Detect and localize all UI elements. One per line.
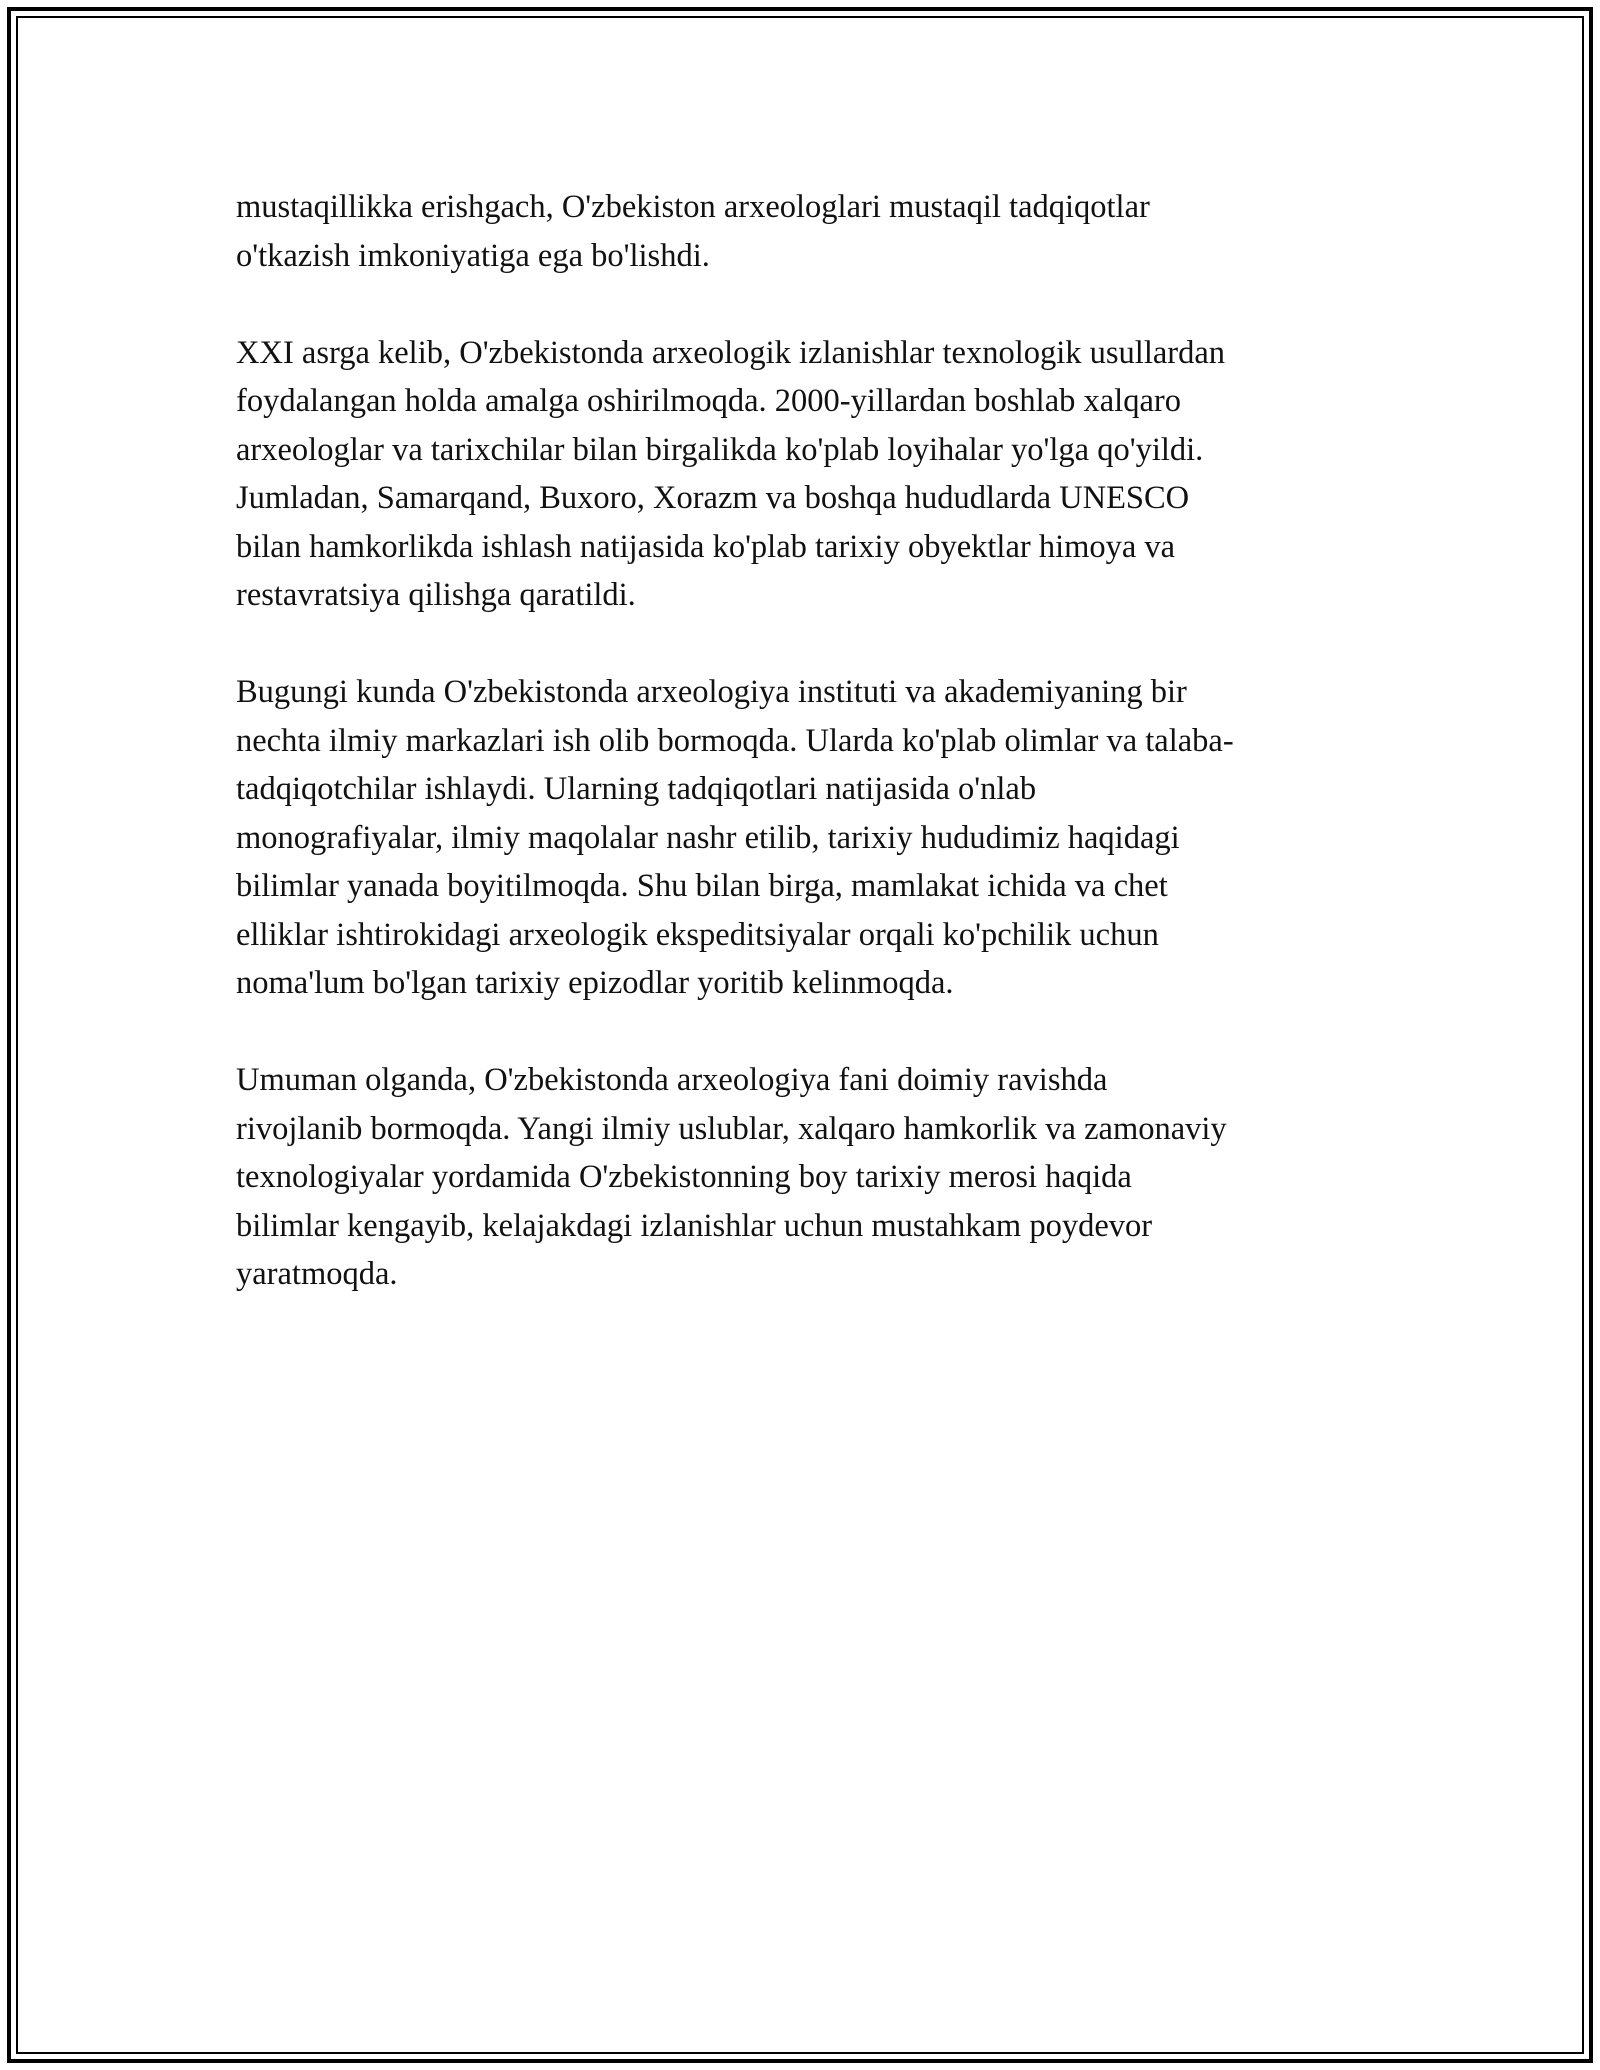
text-line: bilan hamkorlikda ishlash natijasida ko'plab tarixiy obyektlar himoya va — [236, 528, 1176, 565]
text-line: Umuman olganda, O'zbekistonda arxeologiya fani doimiy ravishda — [236, 1062, 1108, 1098]
text-line: bilimlar kengayib, kelajakdagi izlanishlar uchun mustahkam poydevor — [236, 1207, 1153, 1244]
text-line: XXI asrga kelib, O'zbekistonda arxeologik izlanishlar texnologik usullardan — [236, 334, 1226, 371]
text-line: arxeologlar va tarixchilar bilan birgalikda ko'plab loyihalar yo'lga qo'yildi. — [236, 431, 1204, 468]
text-line: bilimlar yanada boyitilmoqda. Shu bilan birga, mamlakat ichida va chet — [236, 868, 1168, 904]
text-line: texnologiyalar yordamida O'zbekistonning boy tarixiy merosi haqida — [236, 1159, 1132, 1195]
text-line: restavratsiya qilishga qaratildi. — [236, 577, 636, 613]
text-line: elliklar ishtirokidagi arxeologik ekspeditsiyalar orqali ko'pchilik uchun — [236, 916, 1159, 953]
text-line: yaratmoqda. — [236, 1256, 398, 1292]
page-body — [236, 183, 1366, 1347]
text-line: noma'lum bo'lgan tarixiy epizodlar yoritib kelinmoqda. — [236, 965, 954, 1001]
paragraph-1 — [236, 183, 1366, 280]
text-line: Jumladan, Samarqand, Buxoro, Xorazm va boshqa hududlarda UNESCO — [236, 480, 1190, 516]
paragraph-4 — [236, 1056, 1366, 1299]
text-line: monografiyalar, ilmiy maqolalar nashr etilib, tarixiy hududimiz haqidagi — [236, 819, 1180, 856]
text-line: o'tkazish imkoniyatiga ega bo'lishdi. — [236, 237, 710, 274]
text-line: Bugungi kunda O'zbekistonda arxeologiya instituti va akademiyaning bir — [236, 674, 1187, 710]
text-line: nechta ilmiy markazlari ish olib bormoqda. Ularda ko'plab olimlar va talaba- — [236, 722, 1234, 759]
text-line: foydalangan holda amalga oshirilmoqda. 2000-yillardan boshlab xalqaro — [236, 383, 1181, 419]
text-line: mustaqillikka erishgach, O'zbekiston arxeologlari mustaqil tadqiqotlar — [236, 189, 1150, 225]
text-line: rivojlanib bormoqda. Yangi ilmiy uslublar, xalqaro hamkorlik va zamonaviy — [236, 1110, 1227, 1147]
paragraph-2 — [236, 329, 1366, 620]
text-line: tadqiqotchilar ishlaydi. Ularning tadqiqotlari natijasida o'nlab — [236, 771, 1037, 807]
paragraph-3 — [236, 668, 1366, 1008]
